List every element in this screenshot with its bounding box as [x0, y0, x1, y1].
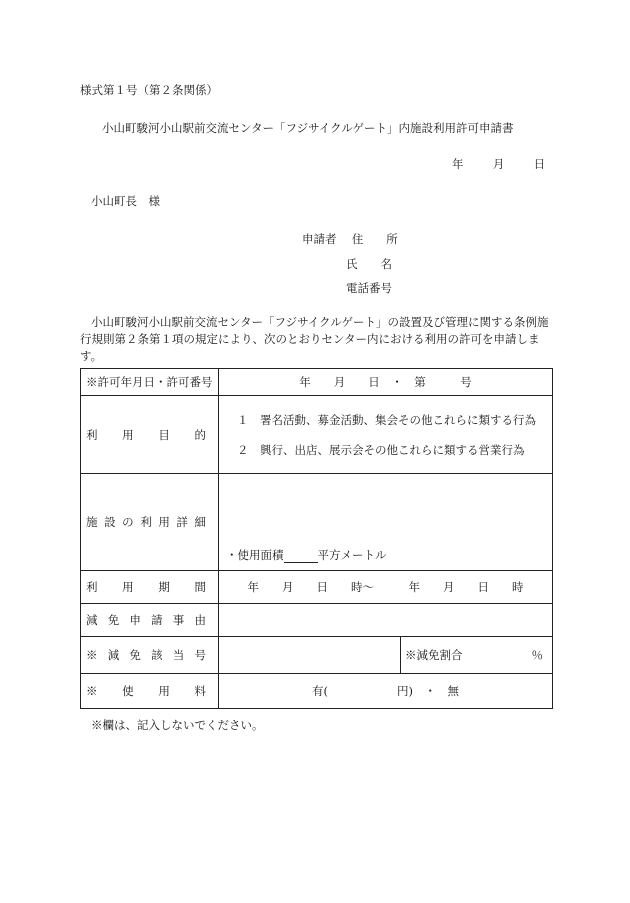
fee-value[interactable]: 有( 円) ・ 無 [219, 674, 553, 709]
usage-area-blank[interactable] [284, 551, 318, 563]
facility-label: 施設の利用詳細 [81, 474, 219, 571]
purpose-cell[interactable] [219, 396, 553, 474]
purpose-option-1: １ 署名活動、募金活動、集会その他これらに類する行為 [237, 413, 536, 427]
fee-label: ※使用料 [81, 674, 219, 709]
period-label: 利用期間 [81, 571, 219, 604]
reduction-row [81, 637, 553, 674]
purpose-label: 利用目的 [81, 396, 219, 474]
applicant-label: 申請者 [302, 232, 337, 246]
usage-area-suffix: 平方メートル [317, 548, 387, 562]
footnote: ※欄は、記入しないでください。 [91, 718, 264, 732]
applicant-phone-label: 電話番号 [346, 281, 392, 295]
applicant-address-row [302, 231, 398, 247]
date-day: 日 [533, 157, 546, 171]
facility-row [81, 474, 553, 571]
usage-area-line [226, 547, 387, 563]
reduction-reason-label: 減免申請事由 [81, 604, 219, 637]
permit-row [81, 369, 553, 396]
addressee: 小山町長 様 [91, 194, 160, 208]
applicant-name-row [346, 256, 392, 272]
reduction-rate-cell[interactable] [401, 637, 553, 674]
reduction-reason-value[interactable] [219, 604, 553, 637]
purpose-row [81, 396, 553, 474]
usage-area-prefix: ・使用面積 [226, 548, 284, 562]
purpose-option-2: ２ 興行、出店、展示会その他これらに類する営業行為 [237, 443, 525, 457]
reduction-reason-row [81, 604, 553, 637]
facility-cell[interactable] [219, 474, 553, 571]
reduction-value[interactable] [219, 637, 401, 674]
date-year: 年 [452, 157, 464, 171]
application-form-table [80, 368, 553, 709]
body-paragraph: 小山町駿河小山駅前交流センター「フジサイクルゲート」の設置及び管理に関する条例施行規則第２条第１項の規定により、次のとおりセンター内における利用の許可を申請します。 [80, 315, 549, 363]
period-row [81, 571, 553, 604]
document-title: 小山町駿河小山駅前交流センター「フジサイクルゲート」内施設利用許可申請書 [102, 121, 514, 135]
reduction-rate-unit: ％ [531, 648, 544, 662]
applicant-name-label: 氏 名 [346, 257, 392, 271]
permit-value[interactable]: 年 月 日 ・ 第 号 [219, 369, 553, 396]
form-number: 様式第１号（第２条関係） [80, 83, 218, 97]
reduction-label: ※減免該当号 [81, 637, 219, 674]
date-month: 月 [492, 157, 505, 171]
application-date [452, 156, 545, 172]
applicant-address-label: 住 所 [351, 232, 398, 246]
applicant-phone-row [346, 280, 392, 296]
fee-row [81, 674, 553, 709]
permit-label: ※許可年月日・許可番号 [81, 369, 219, 396]
reduction-rate-label: ※減免割合 [405, 648, 463, 662]
period-value[interactable]: 年 月 日 時〜 年 月 日 時 [219, 571, 553, 604]
